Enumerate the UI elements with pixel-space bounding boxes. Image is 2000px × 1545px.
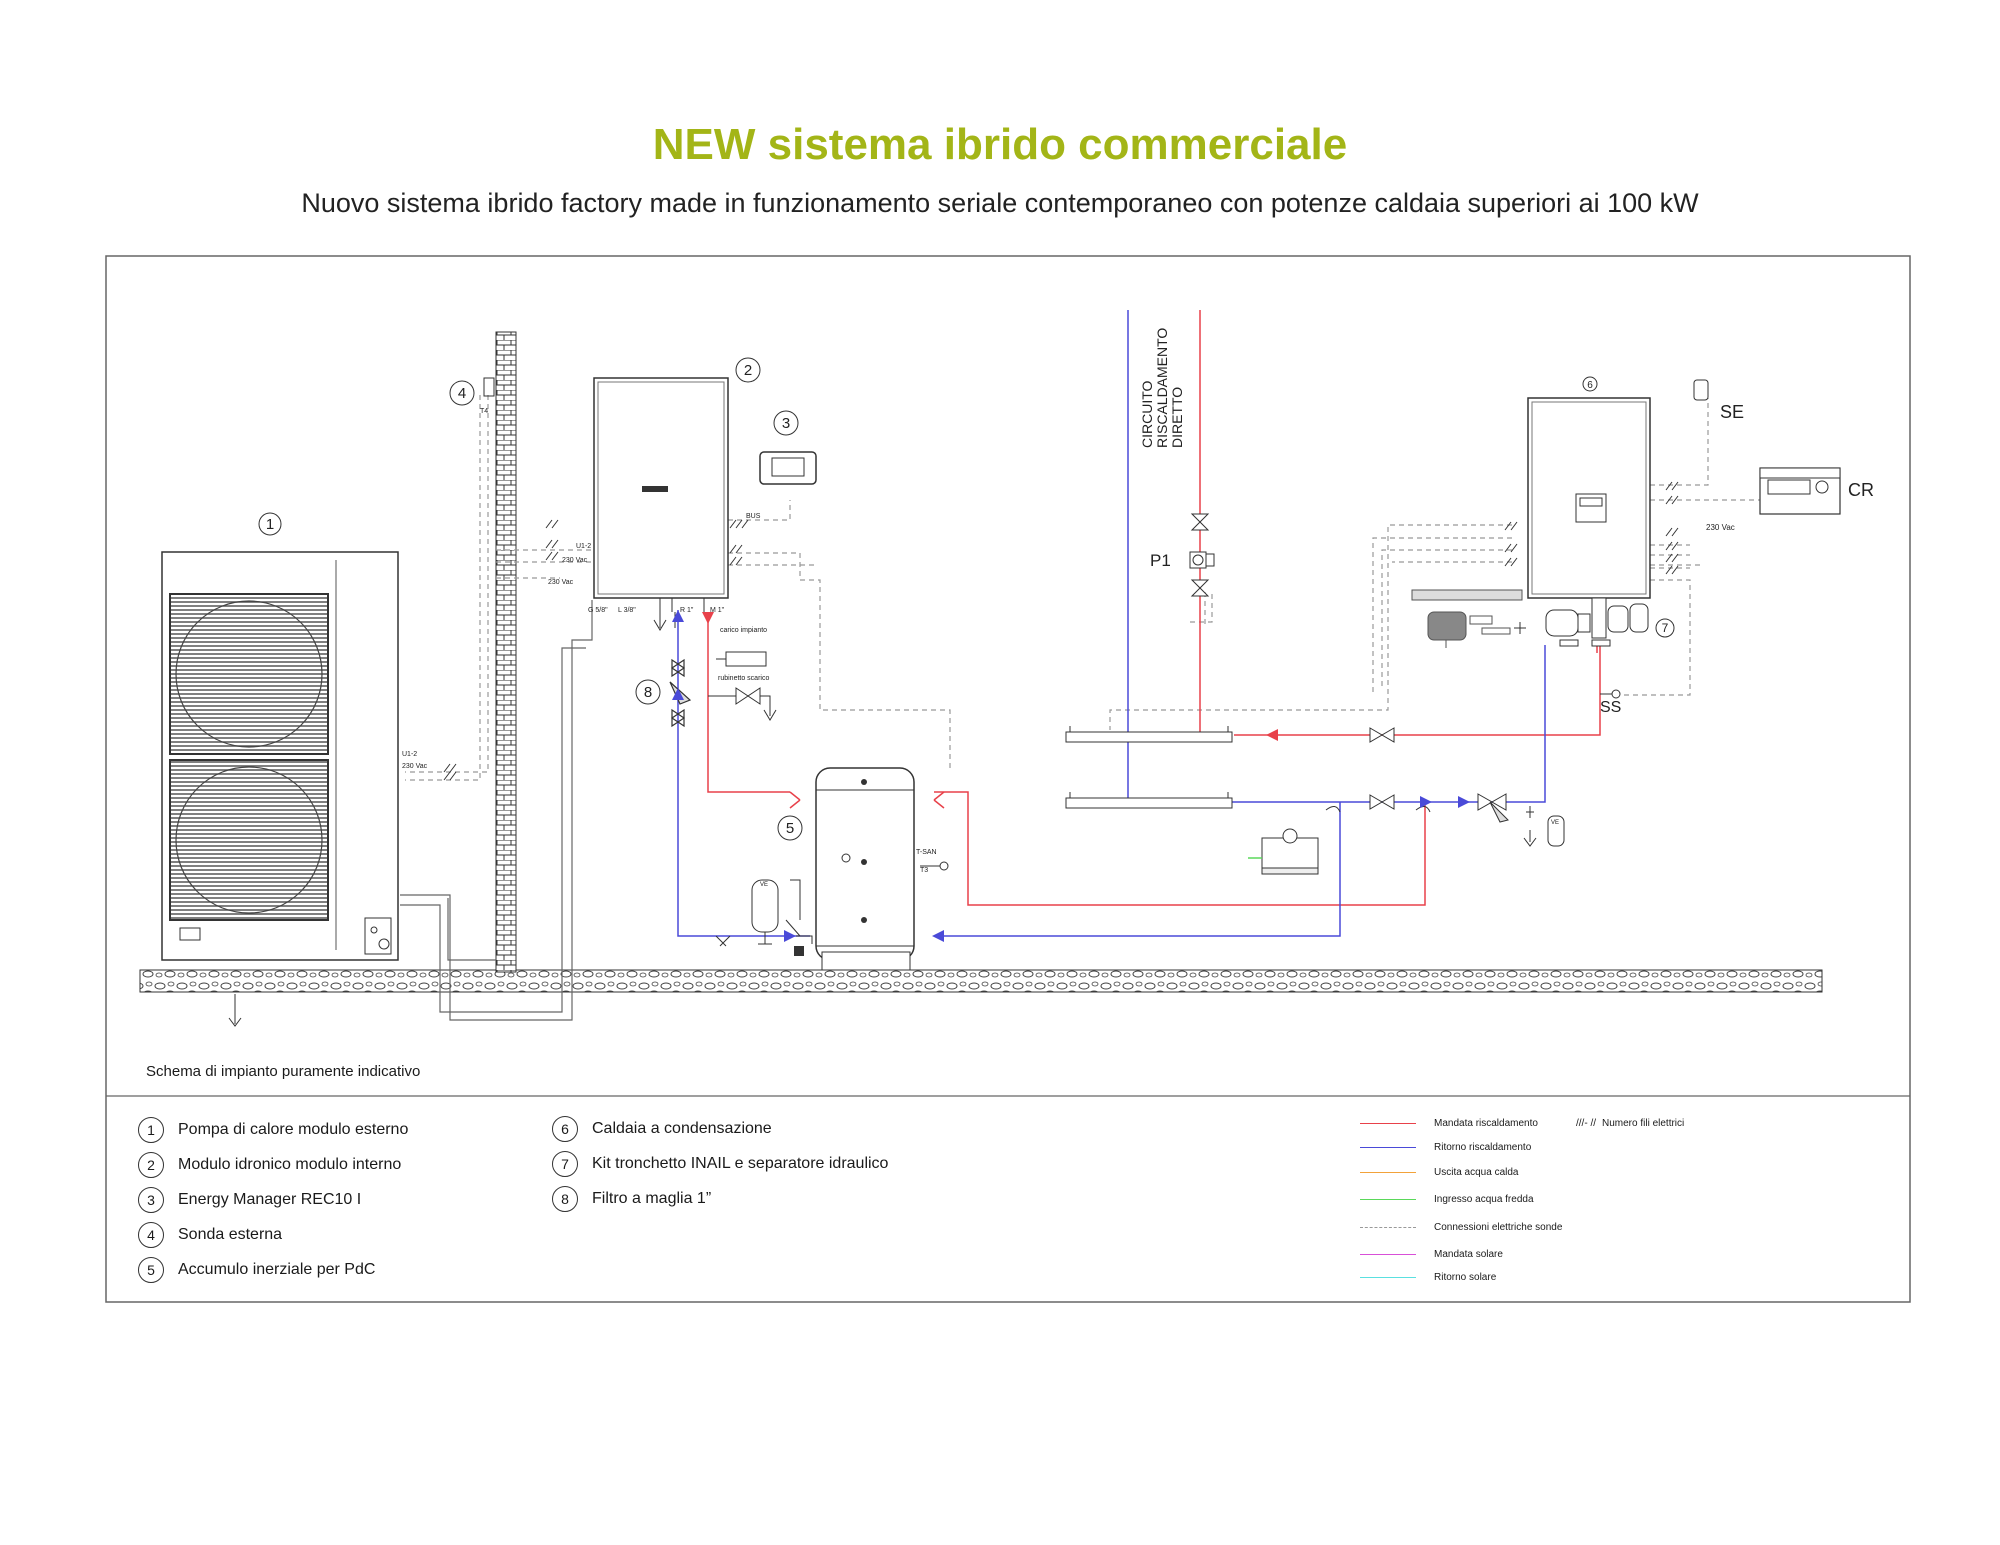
key-uscita-acqua-calda: [1360, 1167, 1519, 1178]
legend-number: 6: [552, 1116, 578, 1142]
legend-label: Filtro a maglia 1”: [592, 1190, 712, 1207]
t4-label: T4: [480, 408, 489, 415]
p1-label: P1: [1150, 551, 1171, 570]
key-mandata-solare: [1360, 1249, 1503, 1260]
expansion-vessel-tank: [716, 880, 812, 956]
legend-number: 3: [138, 1187, 164, 1213]
key-label: Mandata solare: [1434, 1249, 1503, 1260]
legend-label: Energy Manager REC10 I: [178, 1191, 362, 1208]
circuit-label-line1: CIRCUITO: [1139, 380, 1155, 448]
key-swatch: [1360, 1227, 1416, 1228]
l38-label: L 3/8": [618, 607, 636, 614]
legend-item-5: [138, 1257, 375, 1283]
tsan-label: T-SAN: [916, 849, 937, 856]
legend-item-7: [552, 1151, 888, 1177]
num-3: 3: [781, 415, 791, 432]
legend-number: 5: [138, 1257, 164, 1283]
energy-manager-rec10: [760, 452, 816, 484]
u12-label-hp: U1-2: [402, 751, 418, 758]
key-swatch: [1360, 1172, 1416, 1173]
key-ritorno-solare: [1360, 1272, 1496, 1283]
supply-arrows: [702, 612, 1278, 741]
ss-label: SS: [1600, 699, 1622, 716]
key-ingresso-acqua-fredda: [1360, 1194, 1534, 1205]
key-label: Ingresso acqua fredda: [1434, 1194, 1534, 1205]
vac-label-left: 230 Vac: [548, 579, 574, 586]
carico-label: carico impianto: [720, 627, 768, 634]
ve-label-tank: VE: [760, 882, 769, 888]
key-wire-count: [1576, 1118, 1684, 1129]
legend-item-2: [138, 1152, 401, 1178]
diagram-note: Schema di impianto puramente indicativo: [146, 1063, 421, 1080]
brick-wall: [496, 332, 516, 972]
external-sensor-se: [1694, 380, 1708, 400]
legend-number: 8: [552, 1186, 578, 1212]
circulator-pump-p1: [1190, 514, 1214, 596]
m1-label: M 1": [710, 607, 725, 614]
ground: [140, 970, 1822, 992]
num-6: 6: [1587, 380, 1593, 391]
ve-label-line: VE: [1551, 820, 1560, 826]
vac-label-module: 230 Vac: [562, 557, 588, 564]
num-5: 5: [785, 820, 795, 837]
key-label: Ritorno riscaldamento: [1434, 1142, 1532, 1153]
legend-label: Modulo idronico modulo interno: [178, 1156, 402, 1173]
key-connessioni-elettriche: [1360, 1222, 1562, 1233]
r1-label: R 1": [680, 607, 694, 614]
outdoor-heat-pump: [162, 552, 398, 1026]
key-label: Connessioni elettriche sonde: [1434, 1222, 1563, 1233]
key-label: Mandata riscaldamento: [1434, 1118, 1538, 1129]
legend-item-8: [552, 1186, 711, 1212]
key-label: Numero fili elettrici: [1602, 1118, 1685, 1129]
cr-label: CR: [1848, 480, 1874, 500]
flow-return-lines: [678, 310, 1545, 936]
bus-label: BUS: [746, 513, 761, 520]
key-label: Uscita acqua calda: [1434, 1167, 1519, 1178]
page-title: NEW sistema ibrido commerciale: [652, 120, 1348, 169]
legend-item-4: [138, 1222, 282, 1248]
legend-label: Pompa di calore modulo esterno: [178, 1121, 409, 1138]
key-swatch: [1360, 1254, 1416, 1255]
legend-label: Kit tronchetto INAIL e separatore idraulico: [592, 1155, 889, 1172]
num-1: 1: [265, 516, 275, 533]
wire-count-symbol: ///- //: [1576, 1118, 1596, 1129]
system-sensor-ss: [1600, 690, 1620, 698]
num-7: 7: [1661, 621, 1669, 635]
return-arrows: [672, 610, 1470, 942]
u12-label-module: U1-2: [576, 543, 592, 550]
direct-heating-collectors: [1066, 726, 1232, 808]
inail-illustration: [1412, 590, 1522, 648]
circuit-label-line3: DIRETTO: [1169, 386, 1185, 448]
num-2: 2: [743, 362, 753, 379]
key-ritorno-riscaldamento: [1360, 1142, 1531, 1153]
condensing-boiler: [1528, 398, 1650, 598]
legend-item-1: [138, 1117, 408, 1143]
key-label: Ritorno solare: [1434, 1272, 1497, 1283]
t3-label: T3: [920, 867, 929, 874]
vac-label-hp: 230 Vac: [402, 763, 428, 770]
key-swatch: [1360, 1123, 1416, 1124]
legend-label: Caldaia a condensazione: [592, 1120, 772, 1137]
outdoor-probe: [484, 378, 494, 396]
legend-item-6: [552, 1116, 772, 1142]
key-swatch: [1360, 1147, 1416, 1148]
key-swatch: [1360, 1199, 1416, 1200]
legend-number: 2: [138, 1152, 164, 1178]
boiler-hydraulic-kit: [1514, 598, 1648, 646]
num-4: 4: [457, 385, 467, 402]
num-8: 8: [643, 684, 653, 701]
page-subtitle: Nuovo sistema ibrido factory made in funzionamento seriale contemporaneo con potenze caldaia superiori ai 100 kW: [301, 188, 1699, 218]
line-valves: [1370, 728, 1564, 846]
legend-number: 1: [138, 1117, 164, 1143]
se-label: SE: [1720, 402, 1745, 422]
circuit-label-line2: RISCALDAMENTO: [1154, 327, 1170, 448]
key-swatch: [1360, 1277, 1416, 1278]
rubinetto-label: rubinetto scarico: [718, 675, 770, 682]
legend-number: 4: [138, 1222, 164, 1248]
inail-safety-kit: [1248, 806, 1430, 874]
legend-label: Sonda esterna: [178, 1226, 283, 1243]
remote-control-cr: [1760, 468, 1840, 514]
vac-label-boiler: 230 Vac: [1706, 523, 1735, 532]
hydronic-module: [594, 378, 728, 612]
legend-item-3: [138, 1187, 361, 1213]
legend-label: Accumulo inerziale per PdC: [178, 1261, 376, 1278]
g58-label: G 5/8": [588, 607, 608, 614]
key-mandata-riscaldamento: [1360, 1118, 1538, 1129]
legend-number: 7: [552, 1151, 578, 1177]
